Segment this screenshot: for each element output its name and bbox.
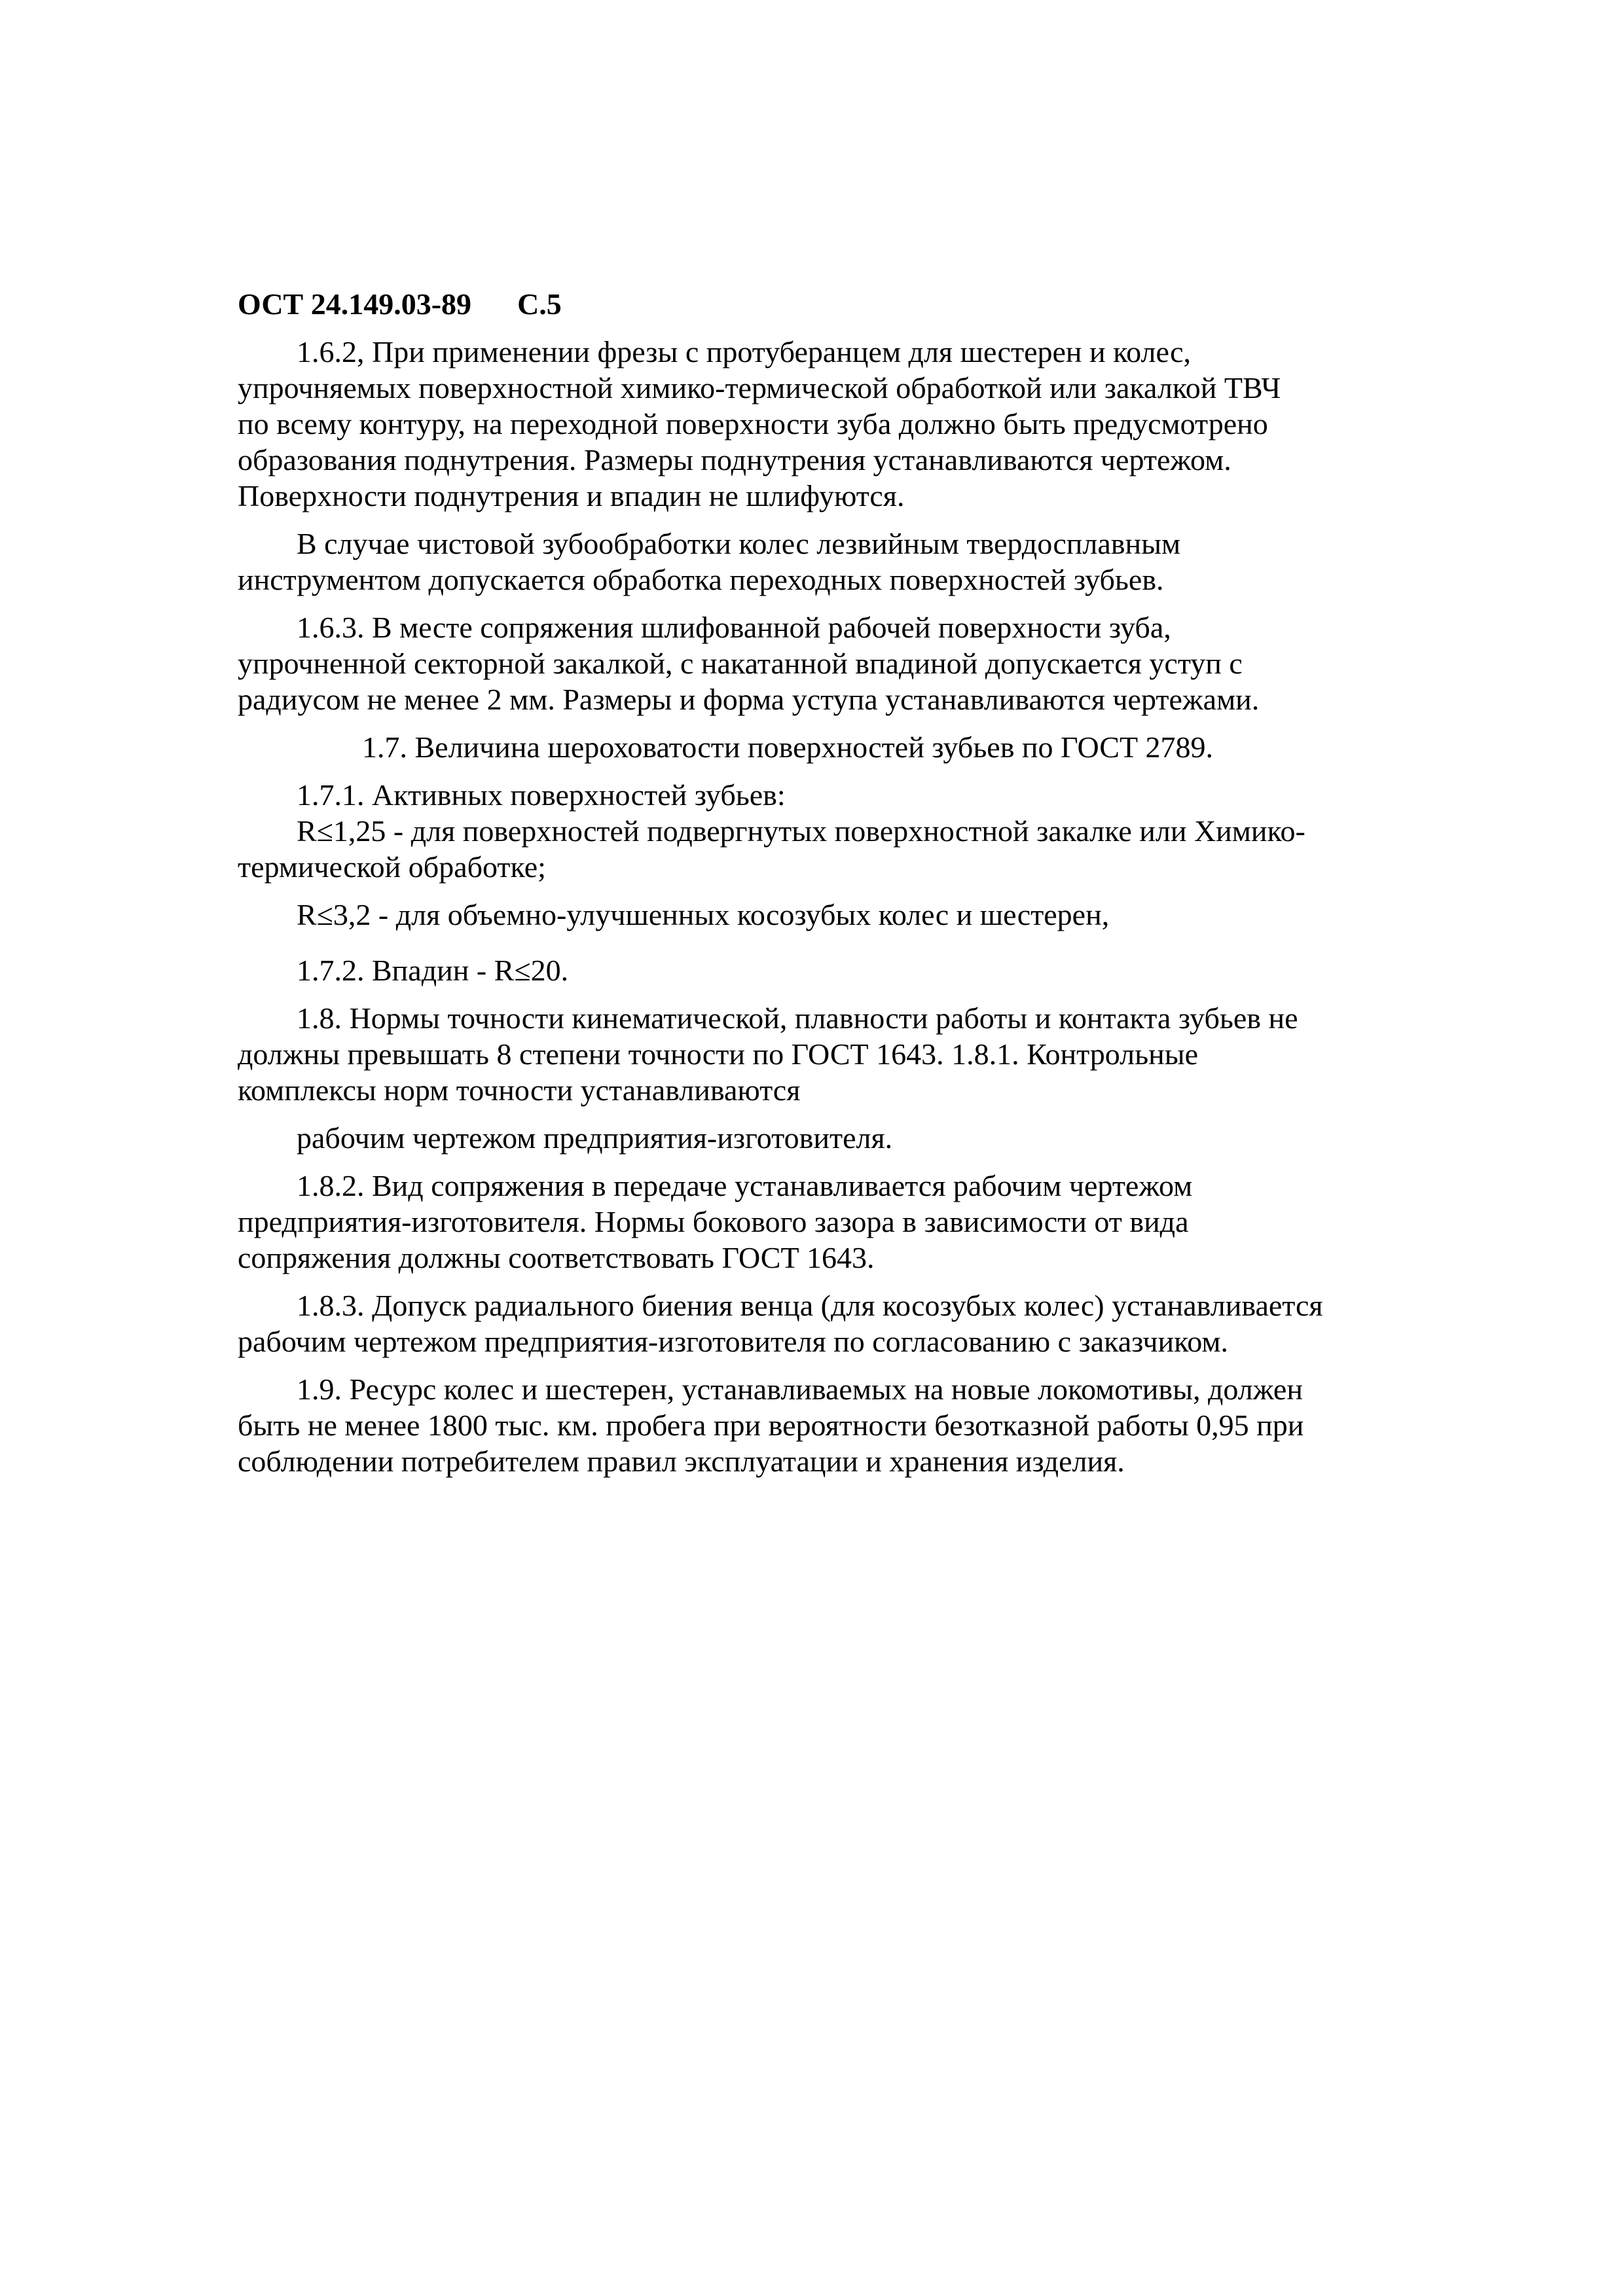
text-line: рабочим чертежом предприятия-изготовителя. [297, 1121, 893, 1155]
text-line: по всему контуру, на переходной поверхности зуба должно быть предусмотрено [238, 407, 1268, 440]
text-line: В случае чистовой зубообработки колес лезвийным твердосплавным [297, 527, 1181, 560]
text-line: R≤1,25 - для поверхностей подвергнутых поверхностной закалке или Химико- [297, 814, 1305, 848]
text-line: упрочненной секторной закалкой, с накатанной впадиной допускается уступ с [238, 647, 1243, 680]
text-line: быть не менее 1800 тыс. км. пробега при вероятности безотказной работы 0,95 при [238, 1408, 1304, 1442]
text-line: предприятия-изготовителя. Нормы бокового зазора в зависимости от вида [238, 1205, 1189, 1238]
text-line: радиусом не менее 2 мм. Размеры и форма уступа устанавливаются чертежами. [238, 683, 1260, 716]
document-body [238, 334, 1403, 1479]
page-header [238, 286, 562, 322]
text-line: 1.6.3. В месте сопряжения шлифованной рабочей поверхности зуба, [297, 611, 1171, 644]
text-line: сопряжения должны соответствовать ГОСТ 1643. [238, 1241, 875, 1274]
text-line: 1.7.1. Активных поверхностей зубьев: [297, 778, 786, 812]
text-line: должны превышать 8 степени точности по ГОСТ 1643. 1.8.1. Контрольные [238, 1037, 1199, 1071]
text-line: термической обработке; [238, 850, 546, 884]
text-line: упрочняемых поверхностной химико-термической обработкой или закалкой ТВЧ [238, 371, 1281, 404]
document-code: ОСТ 24.149.03-89 [238, 287, 472, 321]
text-line: R≤3,2 - для объемно-улучшенных косозубых колес и шестерен, [297, 898, 1110, 931]
text-line: соблюдении потребителем правил эксплуатации и хранения изделия. [238, 1444, 1125, 1478]
page-number: С.5 [517, 287, 562, 321]
text-line: 1.7.2. Впадин - R≤20. [297, 954, 569, 987]
text-line: 1.8.3. Допуск радиального биения венца (для косозубых колес) устанавливается [297, 1289, 1323, 1322]
text-line: 1.8.2. Вид сопряжения в передаче устанавливается рабочим чертежом [297, 1169, 1193, 1202]
text-line: Поверхности поднутрения и впадин не шлифуются. [238, 479, 905, 512]
text-line: комплексы норм точности устанавливаются [238, 1073, 801, 1107]
text-line: 1.9. Ресурс колес и шестерен, устанавливаемых на новые локомотивы, должен [297, 1372, 1303, 1406]
text-line: инструментом допускается обработка переходных поверхностей зубьев. [238, 563, 1164, 596]
text-line: 1.8. Нормы точности кинематической, плавности работы и контакта зубьев не [297, 1001, 1298, 1035]
text-line: 1.7. Величина шероховатости поверхностей зубьев по ГОСТ 2789. [362, 730, 1214, 764]
text-line: рабочим чертежом предприятия-изготовителя по согласованию с заказчиком. [238, 1325, 1228, 1358]
text-line: 1.6.2, При применении фрезы с протуберанцем для шестерен и колес, [297, 335, 1191, 368]
text-line: образования поднутрения. Размеры поднутрения устанавливаются чертежом. [238, 443, 1231, 476]
